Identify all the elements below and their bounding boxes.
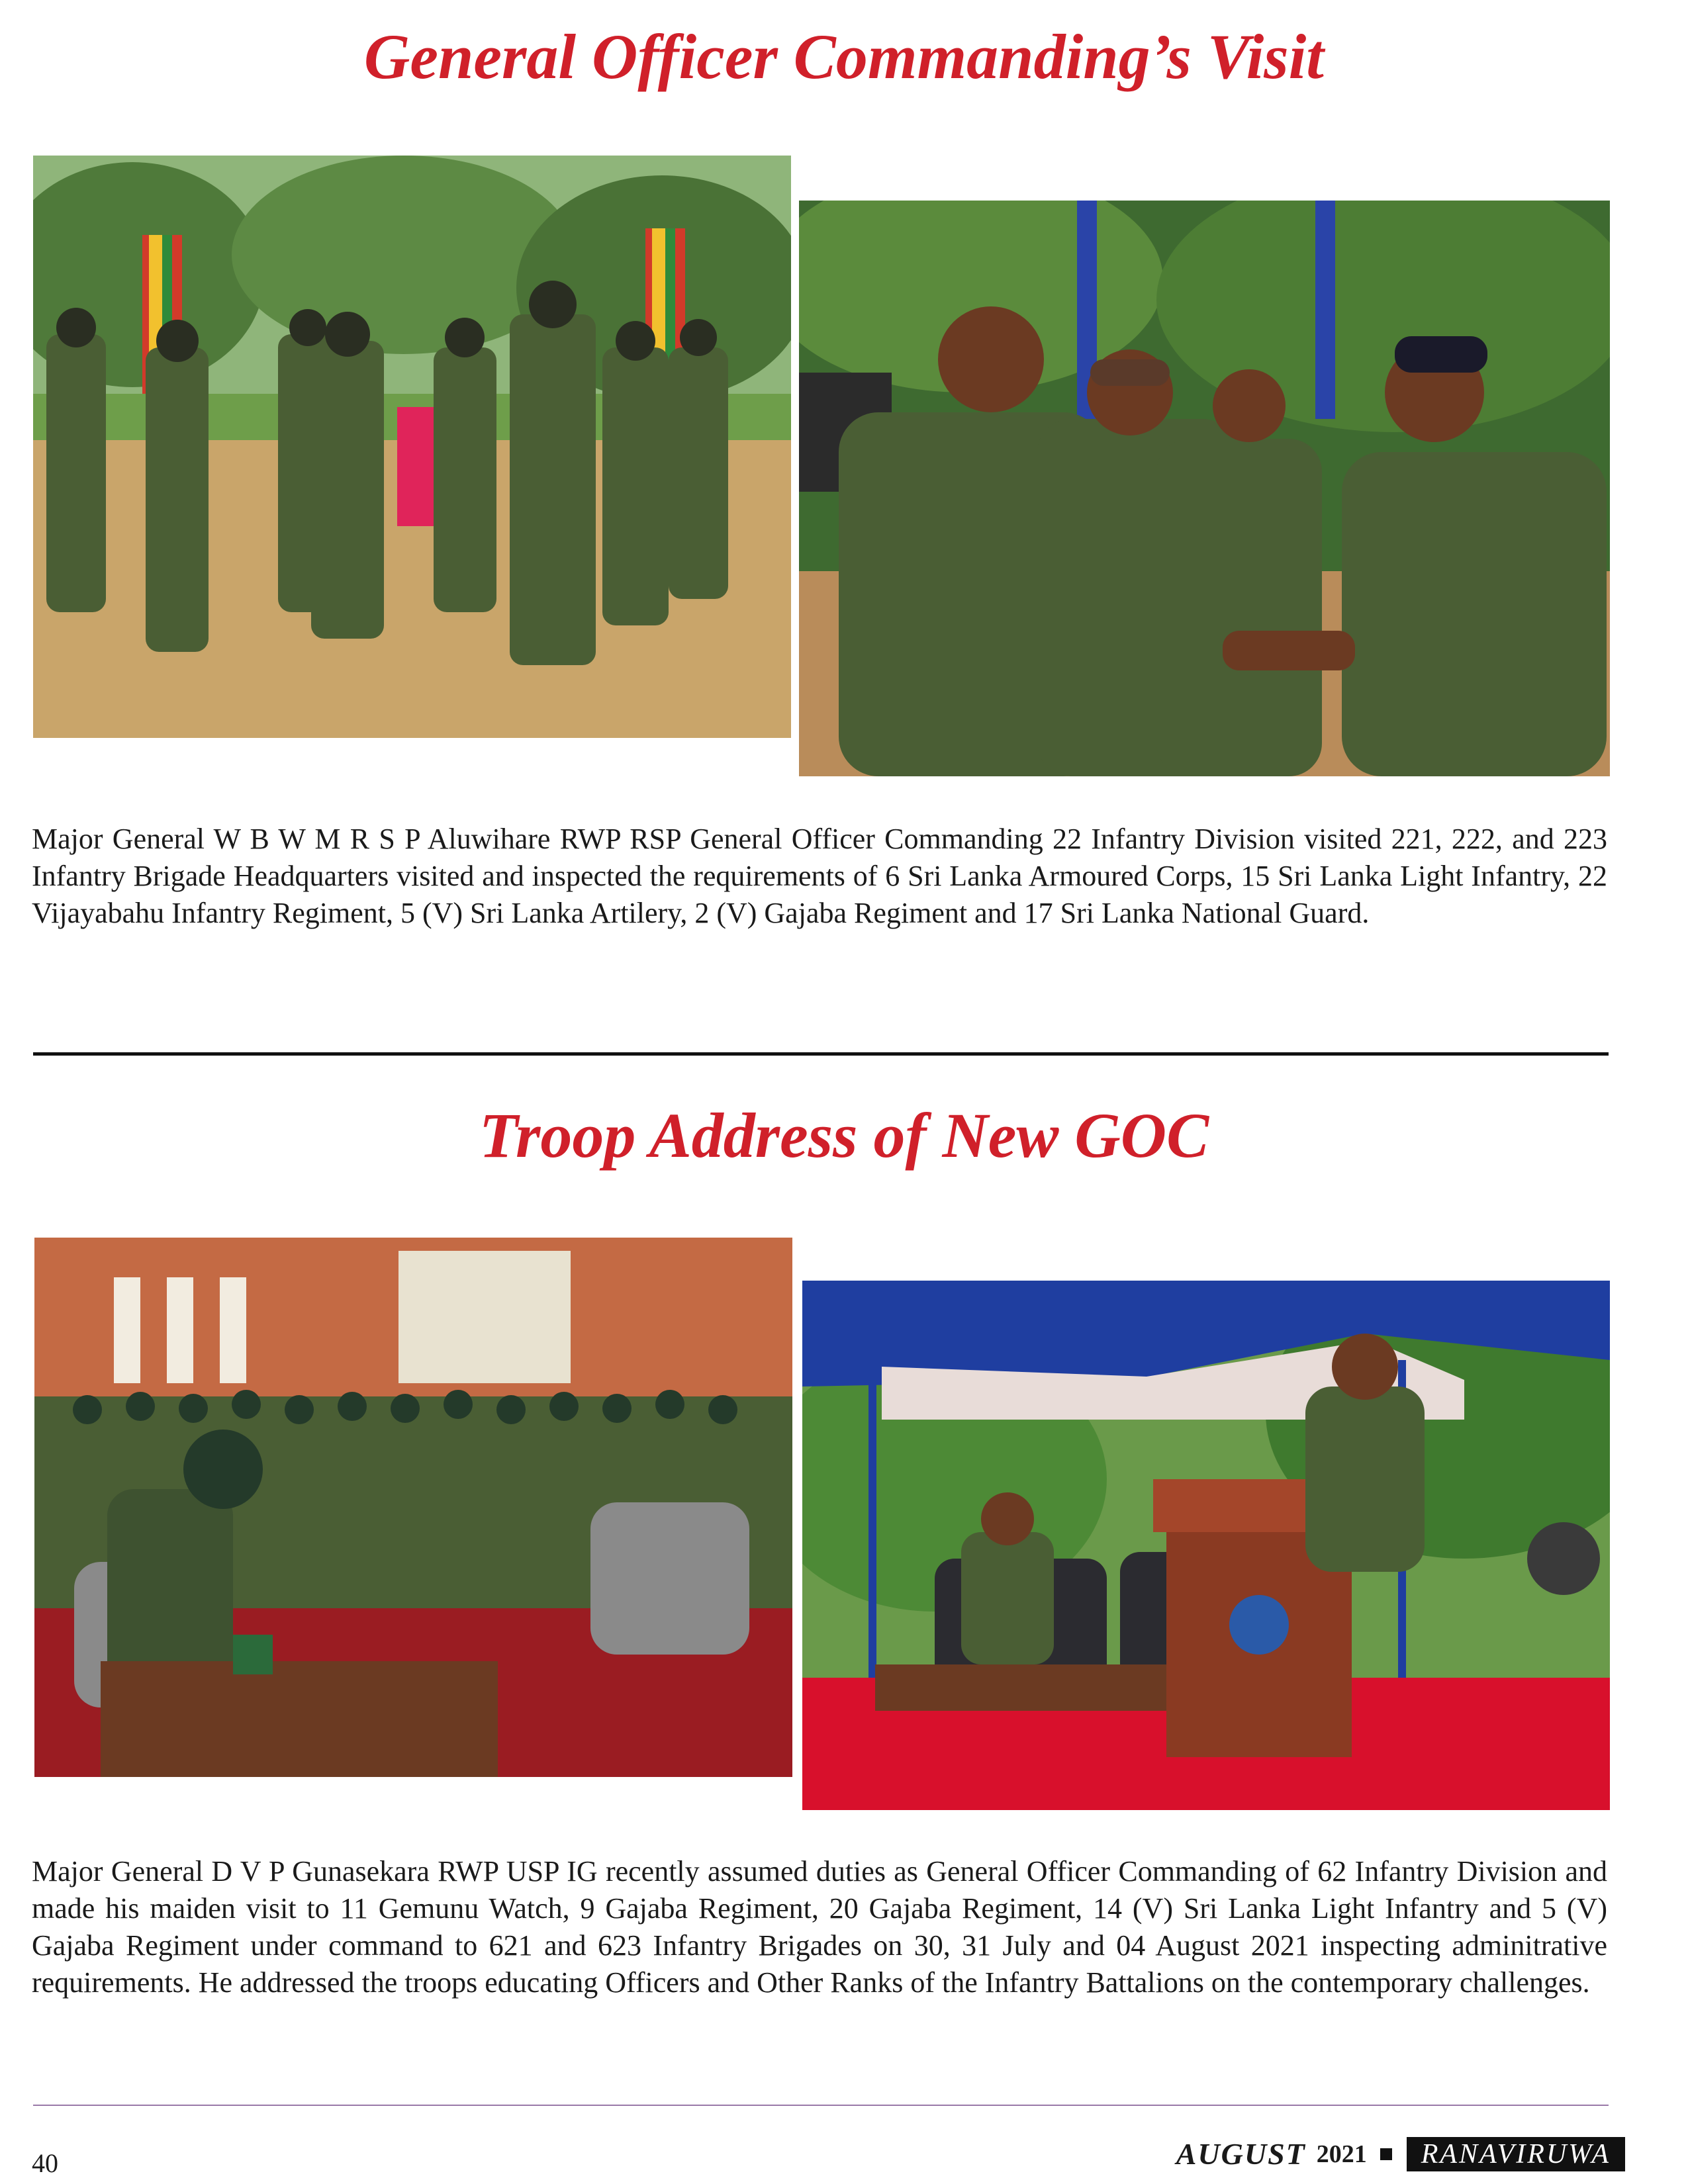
footer-bullet: [1380, 2148, 1392, 2160]
footer-masthead: [1176, 2136, 1625, 2171]
section2-body: Major General D V P Gunasekara RWP USP IG recently assumed duties as General Officer Commanding of 62 Infantry Division and made his maiden visit to 11 Gemunu Watch, 9 Gajaba Regiment, 20 Gajaba Regiment, 14 (V) Sri Lanka Light Infantry and 5 (V) Gajaba Regiment under command to 621 and 623 Infantry Brigades on 30, 31 July and 04 August 2021 inspecting adminitrative requirements. He addressed the troops educating Officers and Other Ranks of the Infantry Battalions on the contemporary challenges.: [32, 1855, 1607, 1999]
section-divider: [33, 1052, 1609, 1056]
handshake-photo: [799, 201, 1610, 776]
officers-inspection-photo: [33, 156, 791, 738]
footer-month: AUGUST: [1176, 2137, 1306, 2171]
troops-seated-hall-photo: [34, 1238, 792, 1777]
section2-title: Troop Address of New GOC: [479, 1100, 1209, 1171]
magazine-name: RANAVIRUWA: [1407, 2137, 1625, 2171]
footer-year: 2021: [1316, 2140, 1367, 2168]
section1-body: Major General W B W M R S P Aluwihare RWP RSP General Officer Commanding 22 Infantry Division visited 221, 222, and 223 Infantry Brigade Headquarters visited and inspected the requirements of 6 Sri Lanka Armoured Corps, 15 Sri Lanka Light Infantry, 22 Vijayabahu Infantry Regiment, 5 (V) Sri Lanka Artilery, 2 (V) Gajaba Regiment and 17 Sri Lanka National Guard.: [32, 823, 1607, 929]
podium-address-photo: [802, 1281, 1610, 1810]
page-number: 40: [32, 2148, 58, 2178]
footer-rule: [33, 2105, 1609, 2106]
section1-title: General Officer Commanding’s Visit: [364, 21, 1324, 92]
